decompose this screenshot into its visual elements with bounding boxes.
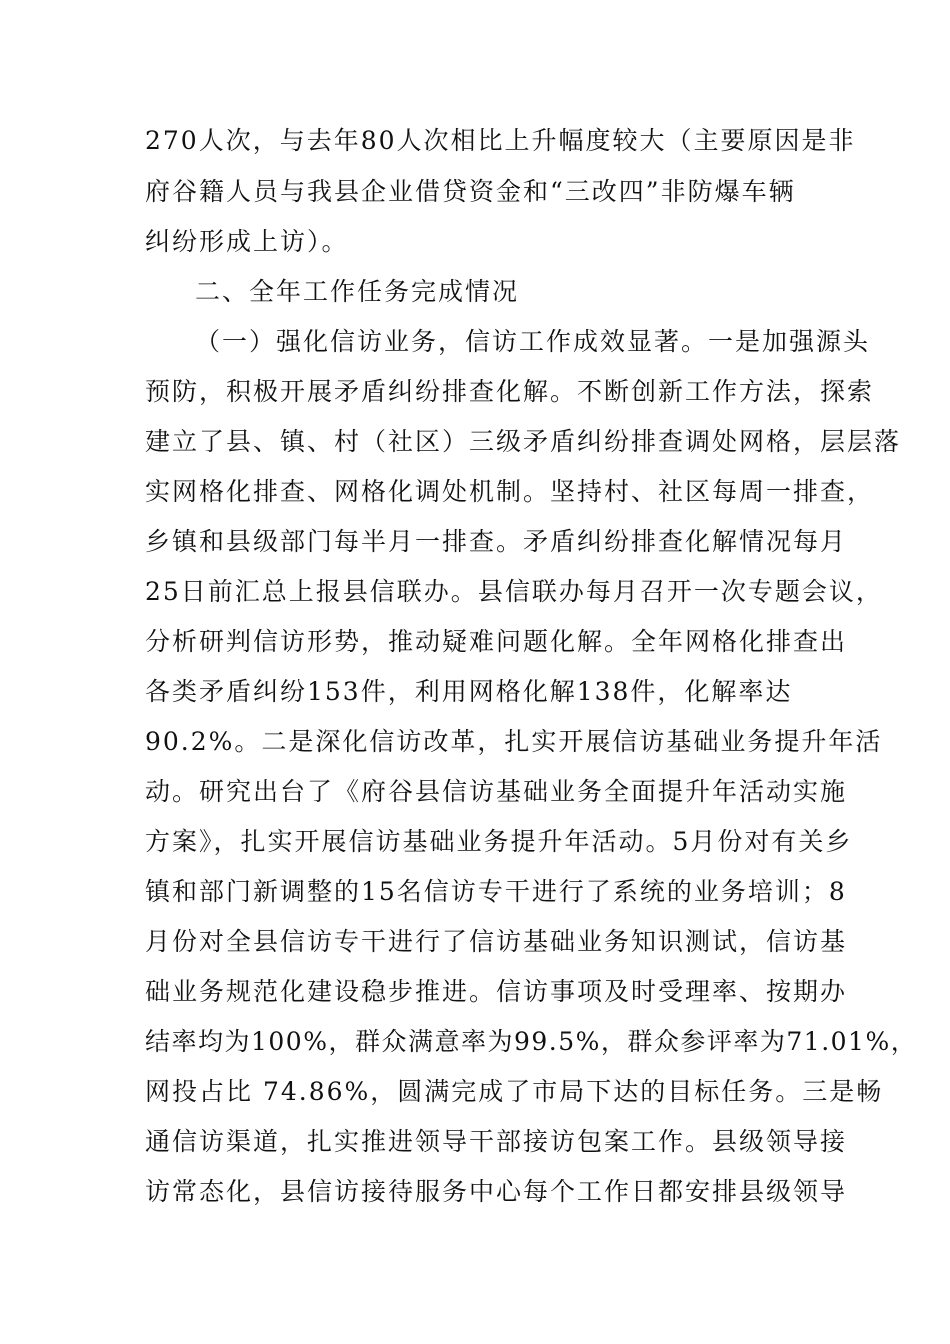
text-line: 结率均为100%，群众满意率为99.5%，群众参评率为71.01%， [145, 1027, 918, 1056]
text-line: 月份对全县信访专干进行了信访基础业务知识测试，信访基 [145, 927, 848, 956]
text-line: 访常态化，县信访接待服务中心每个工作日都安排县级领导 [145, 1177, 848, 1206]
text-line: 270人次，与去年80人次相比上升幅度较大（主要原因是非 [145, 126, 856, 155]
text-line: 方案》，扎实开展信访基础业务提升年活动。5月份对有关乡 [145, 827, 853, 856]
text-line: 建立了县、镇、村（社区）三级矛盾纠纷排查调处网格，层层落 [145, 427, 902, 456]
text-line: 础业务规范化建设稳步推进。信访事项及时受理率、按期办 [145, 977, 848, 1006]
text-line: 网投占比 74.86%，圆满完成了市局下达的目标任务。三是畅 [145, 1077, 884, 1106]
text-line: 纠纷形成上访）。 [145, 227, 349, 256]
text-line: 25日前汇总上报县信联办。县信联办每月召开一次专题会议， [145, 577, 883, 606]
text-line: 镇和部门新调整的15名信访专干进行了系统的业务培训；8 [145, 877, 847, 906]
text-line: 90.2%。二是深化信访改革，扎实开展信访基础业务提升年活 [145, 727, 883, 756]
text-line: 分析研判信访形势，推动疑难问题化解。全年网格化排查出 [145, 627, 848, 656]
text-line: 实网格化排查、网格化调处机制。坚持村、社区每周一排查， [145, 477, 875, 506]
text-line: 各类矛盾纠纷153件，利用网格化解138件，化解率达 [145, 677, 793, 706]
text-line: 府谷籍人员与我县企业借贷资金和“三改四”非防爆车辆 [145, 177, 796, 206]
text-line: 动。研究出台了《府谷县信访基础业务全面提升年活动实施 [145, 777, 848, 806]
text-line: 预防，积极开展矛盾纠纷排查化解。不断创新工作方法，探索 [145, 377, 875, 406]
section-heading: 二、全年工作任务完成情况 [195, 277, 520, 306]
text-line: （一）强化信访业务，信访工作成效显著。一是加强源头 [195, 327, 871, 356]
text-line: 通信访渠道，扎实推进领导干部接访包案工作。县级领导接 [145, 1127, 848, 1156]
text-line: 乡镇和县级部门每半月一排查。矛盾纠纷排查化解情况每月 [145, 527, 848, 556]
